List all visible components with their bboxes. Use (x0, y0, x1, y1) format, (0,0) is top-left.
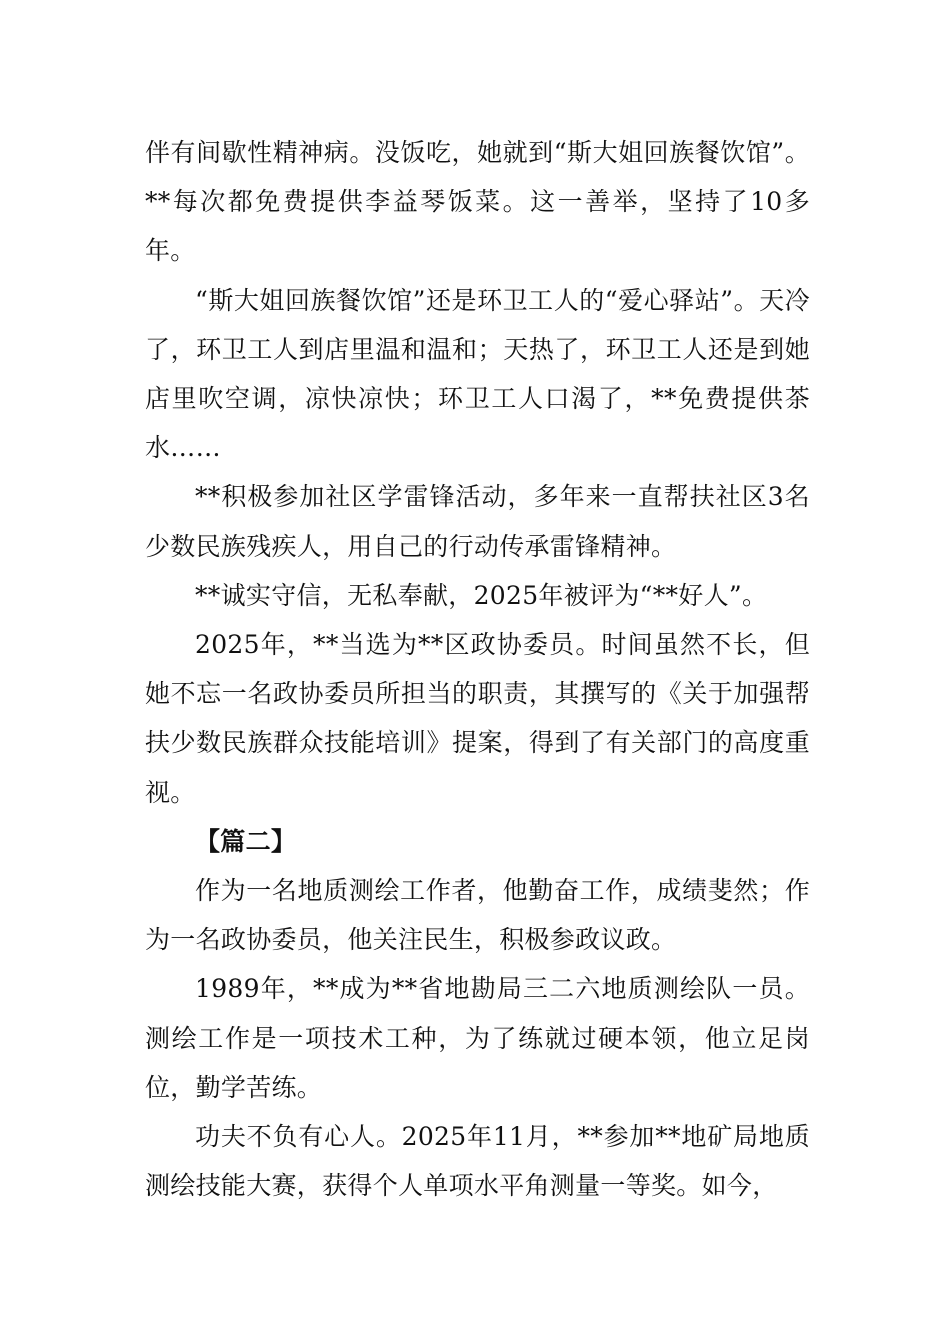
paragraph-8: 1989年，**成为**省地勘局三二六地质测绘队一员。测绘工作是一项技术工种，为了练就过硬本领，他立足岗位，勤学苦练。 (145, 974, 810, 1102)
section-heading: 【篇二】 (195, 826, 297, 856)
paragraph-4: **诚实守信，无私奉献，2025年被评为“**好人”。 (195, 580, 768, 610)
document-body (145, 128, 810, 1210)
paragraph-1: 伴有间歇性精神病。没饭吃，她就到“斯大姐回族餐饮馆”。**每次都免费提供李益琴饭菜。这一善举，坚持了10多年。 (145, 138, 810, 266)
paragraph-5: 2025年，**当选为**区政协委员。时间虽然不长，但她不忘一名政协委员所担当的职责，其撰写的《关于加强帮扶少数民族群众技能培训》提案，得到了有关部门的高度重视。 (145, 630, 810, 807)
paragraph-9: 功夫不负有心人。2025年11月，**参加**地矿局地质测绘技能大赛，获得个人单项水平角测量一等奖。如今， (145, 1122, 810, 1201)
paragraph-3: **积极参加社区学雷锋活动，多年来一直帮扶社区3名少数民族残疾人，用自己的行动传承雷锋精神。 (145, 482, 810, 561)
paragraph-7: 作为一名地质测绘工作者，他勤奋工作，成绩斐然；作为一名政协委员，他关注民生，积极参政议政。 (145, 876, 810, 955)
paragraph-2: “斯大姐回族餐饮馆”还是环卫工人的“爱心驿站”。天冷了，环卫工人到店里温和温和；天热了，环卫工人还是到她店里吹空调，凉快凉快；环卫工人口渴了，**免费提供茶水…… (145, 285, 810, 463)
